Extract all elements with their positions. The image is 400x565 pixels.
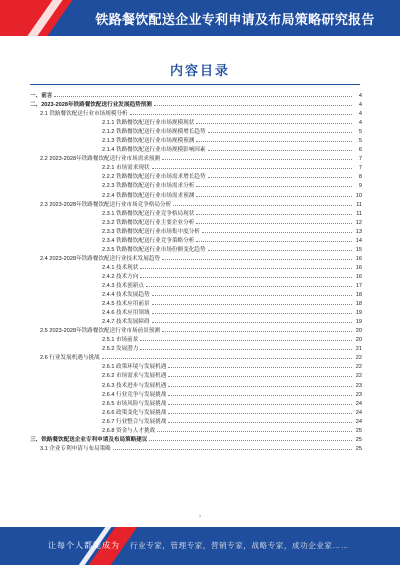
toc-entry[interactable] xyxy=(30,245,362,254)
toc-entry-title: 2.5.2 发展潜力 xyxy=(102,346,139,353)
toc-entry-page: 21 xyxy=(355,346,362,353)
toc-entry-page: 9 xyxy=(358,183,362,190)
toc-leader-dots xyxy=(168,390,352,396)
toc-entry-title: 2.6.2 市场需求与发展机遇 xyxy=(102,373,167,380)
toc-entry[interactable] xyxy=(30,371,362,380)
toc-entry[interactable] xyxy=(30,290,362,299)
toc-leader-dots xyxy=(168,417,352,423)
toc-entry-page: 16 xyxy=(355,273,362,280)
footer-tagline: 行业专家，管理专家，营销专家，战略专家，成功企业家…… xyxy=(130,541,349,550)
toc-leader-dots xyxy=(208,245,353,251)
toc-entry[interactable] xyxy=(30,181,362,190)
toc-entry-page: 25 xyxy=(355,427,362,434)
toc-entry[interactable] xyxy=(30,444,362,453)
toc-leader-dots xyxy=(196,209,352,215)
toc-entry[interactable] xyxy=(30,218,362,227)
toc-entry[interactable] xyxy=(30,163,362,172)
toc-leader-dots xyxy=(168,362,352,368)
toc-entry-title: 2.1 铁路餐饮配送行业市场规模分析 xyxy=(40,111,128,118)
page-number: 1 xyxy=(198,513,202,518)
toc-entry-title: 2.6.7 行业整合与发展挑战 xyxy=(102,418,167,425)
toc-leader-dots xyxy=(196,136,352,142)
header-banner xyxy=(0,0,400,36)
toc-entry-page: 12 xyxy=(355,219,362,226)
toc-entry-page: 25 xyxy=(355,445,362,452)
toc-entry-page: 18 xyxy=(355,301,362,308)
toc-entry-page: 4 xyxy=(358,120,362,127)
toc-entry-title: 2.6.3 技术进步与发展机遇 xyxy=(102,382,167,389)
toc-leader-dots xyxy=(157,426,352,432)
toc-entry-page: 14 xyxy=(355,237,362,244)
toc-entry-page: 24 xyxy=(355,400,362,407)
toc-entry-title: 三、铁路餐饮配送企业专利申请及布局策略建议 xyxy=(30,436,148,443)
table-of-contents xyxy=(30,91,362,453)
toc-entry[interactable] xyxy=(30,317,362,326)
toc-leader-dots xyxy=(140,344,352,350)
toc-entry[interactable] xyxy=(30,308,362,317)
toc-entry[interactable] xyxy=(30,272,362,281)
toc-entry[interactable] xyxy=(30,362,362,371)
toc-entry[interactable] xyxy=(30,200,362,209)
toc-entry[interactable] xyxy=(30,154,362,163)
toc-entry-title: 2.6.4 行业竞争与发展挑战 xyxy=(102,391,167,398)
toc-leader-dots xyxy=(208,172,353,178)
toc-entry[interactable] xyxy=(30,426,362,435)
toc-entry-page: 6 xyxy=(358,147,362,154)
toc-entry[interactable] xyxy=(30,326,362,335)
toc-entry-page: 24 xyxy=(355,418,362,425)
footer-slogan: 让每个人都能成为 xyxy=(48,541,120,550)
toc-entry-page: 25 xyxy=(355,436,362,443)
toc-entry-title: 2.4.4 技术发展趋势 xyxy=(102,292,150,299)
toc-entry-page: 22 xyxy=(355,355,362,362)
footer-banner xyxy=(0,527,400,565)
toc-entry-title: 2.2 2023-2028年铁路餐饮配送行业市场需求预测 xyxy=(40,156,160,163)
toc-leader-dots xyxy=(208,145,353,151)
toc-entry-page: 20 xyxy=(355,337,362,344)
toc-leader-dots xyxy=(140,335,352,341)
toc-entry-page: 24 xyxy=(355,409,362,416)
toc-entry-title: 2.4 2023-2028年铁路餐饮配送行业技术发展趋势 xyxy=(40,255,160,262)
toc-leader-dots xyxy=(202,227,352,233)
toc-entry[interactable] xyxy=(30,381,362,390)
toc-entry-page: 23 xyxy=(355,382,362,389)
toc-entry[interactable] xyxy=(30,344,362,353)
toc-entry-page: 7 xyxy=(358,165,362,172)
toc-entry-page: 5 xyxy=(358,129,362,136)
toc-entry-title: 2.3.3 铁路餐饮配送行业市场集中度分析 xyxy=(102,228,200,235)
toc-entry-title: 2.1.1 铁路餐饮配送行业市场规模现状 xyxy=(102,120,195,127)
toc-leader-dots xyxy=(140,263,352,269)
toc-leader-dots xyxy=(196,191,352,197)
toc-entry-title: 2.5.1 市场前景 xyxy=(102,337,139,344)
toc-entry-title: 2.6.1 政策环境与发展机遇 xyxy=(102,364,167,371)
toc-entry-page: 17 xyxy=(355,282,362,289)
toc-entry[interactable] xyxy=(30,254,362,263)
toc-entry-page: 4 xyxy=(358,93,362,99)
toc-entry-title: 二、2023-2028年铁路餐饮配送行业发展趋势预测 xyxy=(30,102,152,109)
toc-entry-page: 16 xyxy=(355,255,362,262)
toc-leader-dots xyxy=(154,100,352,106)
toc-entry[interactable] xyxy=(30,390,362,399)
toc-entry[interactable] xyxy=(30,209,362,218)
toc-leader-dots xyxy=(168,399,352,405)
toc-leader-dots xyxy=(173,200,352,206)
toc-entry-title: 2.1.4 铁路餐饮配送行业市场规模影响因素 xyxy=(102,147,206,154)
toc-entry[interactable] xyxy=(30,281,362,290)
toc-entry-page: 22 xyxy=(355,373,362,380)
toc-entry[interactable] xyxy=(30,227,362,236)
toc-entry-title: 2.3.2 铁路餐饮配送行业主要企业分析 xyxy=(102,219,195,226)
toc-leader-dots xyxy=(168,381,352,387)
toc-leader-dots xyxy=(162,154,352,160)
toc-leader-dots xyxy=(152,317,352,323)
toc-entry[interactable] xyxy=(30,353,362,362)
toc-leader-dots xyxy=(152,163,352,169)
toc-entry-title: 2.2.2 铁路餐饮配送行业市场需求增长趋势 xyxy=(102,174,206,181)
toc-entry-page: 7 xyxy=(358,156,362,163)
toc-entry[interactable] xyxy=(30,299,362,308)
toc-entry[interactable] xyxy=(30,100,362,109)
toc-entry-title: 2.5 2023-2028年铁路餐饮配送行业市场前景预测 xyxy=(40,328,160,335)
toc-leader-dots xyxy=(149,435,352,441)
toc-entry-title: 2.3.5 铁路餐饮配送行业市场份额变化趋势 xyxy=(102,246,206,253)
toc-entry-title: 2.1.3 铁路餐饮配送行业市场规模预测 xyxy=(102,138,195,145)
toc-leader-dots xyxy=(102,353,352,359)
toc-entry-title: 2.6.8 资金与人才挑战 xyxy=(102,427,156,434)
toc-leader-dots xyxy=(162,254,352,260)
toc-entry[interactable] xyxy=(30,109,362,118)
toc-entry-page: 4 xyxy=(358,102,362,109)
toc-leader-dots xyxy=(196,218,352,224)
toc-leader-dots xyxy=(208,127,353,133)
toc-entry-page: 19 xyxy=(355,310,362,317)
toc-leader-dots xyxy=(140,272,352,278)
toc-leader-dots xyxy=(152,290,352,296)
toc-entry[interactable] xyxy=(30,172,362,181)
toc-entry-title: 2.3 2023-2028年铁路餐饮配送行业市场竞争格局分析 xyxy=(40,201,172,208)
toc-leader-dots xyxy=(168,408,352,414)
toc-entry[interactable] xyxy=(30,435,362,444)
toc-entry-title: 2.4.2 技术方向 xyxy=(102,273,139,280)
toc-entry[interactable] xyxy=(30,118,362,127)
toc-entry-title: 2.6 行业发展机遇与挑战 xyxy=(40,355,100,362)
toc-entry-page: 23 xyxy=(355,391,362,398)
toc-entry-page: 11 xyxy=(356,210,362,217)
toc-entry-title: 2.4.6 技术应用领域 xyxy=(102,310,150,317)
toc-entry-page: 10 xyxy=(355,192,362,199)
toc-entry-title: 2.3.4 铁路餐饮配送行业竞争策略分析 xyxy=(102,237,195,244)
toc-leader-dots xyxy=(146,281,352,287)
toc-entry-page: 5 xyxy=(358,138,362,145)
toc-entry[interactable] xyxy=(30,127,362,136)
toc-entry-page: 22 xyxy=(355,364,362,371)
toc-entry[interactable] xyxy=(30,335,362,344)
toc-leader-dots xyxy=(162,326,352,332)
toc-entry-page: 8 xyxy=(358,174,362,181)
toc-entry-page: 15 xyxy=(355,246,362,253)
toc-leader-dots xyxy=(113,444,352,450)
toc-entry-page: 11 xyxy=(356,201,362,208)
toc-leader-dots xyxy=(130,109,352,115)
toc-entry-title: 2.3.1 铁路餐饮配送行业竞争格局现状 xyxy=(102,210,195,217)
toc-leader-dots xyxy=(152,308,352,314)
toc-leader-dots xyxy=(196,236,352,242)
toc-entry-title: 2.4.3 技术创新点 xyxy=(102,282,144,289)
toc-entry-title: 一、前言 xyxy=(30,93,53,99)
toc-entry[interactable] xyxy=(30,399,362,408)
toc-entry-title: 2.4.7 技术发展障碍 xyxy=(102,319,150,326)
toc-entry-title: 2.6.5 市场风险与发展挑战 xyxy=(102,400,167,407)
toc-entry[interactable] xyxy=(30,136,362,145)
toc-entry-title: 3.1 企业专利申请与布局策略 xyxy=(40,445,111,452)
toc-entry[interactable] xyxy=(30,145,362,154)
report-title: 铁路餐饮配送企业专利申请及布局策略研究报告 xyxy=(95,12,375,27)
toc-entry-title: 2.4.5 技术应用前景 xyxy=(102,301,150,308)
toc-entry-page: 18 xyxy=(355,292,362,299)
toc-leader-dots xyxy=(168,371,352,377)
toc-heading: 内容目录 xyxy=(169,63,230,78)
toc-entry-page: 13 xyxy=(355,228,362,235)
toc-entry[interactable] xyxy=(30,408,362,417)
toc-entry[interactable] xyxy=(30,417,362,426)
toc-entry-page: 16 xyxy=(355,264,362,271)
toc-leader-dots xyxy=(196,118,352,124)
toc-entry-title: 2.2.4 铁路餐饮配送行业市场需求预测 xyxy=(102,192,195,199)
toc-divider xyxy=(30,84,360,85)
toc-entry-title: 2.2.1 市场需求现状 xyxy=(102,165,150,172)
toc-entry[interactable] xyxy=(30,236,362,245)
toc-entry-page: 4 xyxy=(358,111,362,118)
toc-entry-title: 2.4.1 技术现状 xyxy=(102,264,139,271)
toc-entry-title: 2.6.6 政策变化与发展挑战 xyxy=(102,409,167,416)
toc-entry-page: 19 xyxy=(355,319,362,326)
toc-entry-title: 2.2.3 铁路餐饮配送行业市场需求分析 xyxy=(102,183,195,190)
toc-entry[interactable] xyxy=(30,191,362,200)
toc-leader-dots xyxy=(196,181,352,187)
toc-entry-title: 2.1.2 铁路餐饮配送行业市场规模增长趋势 xyxy=(102,129,206,136)
toc-entry[interactable] xyxy=(30,263,362,272)
toc-leader-dots xyxy=(54,91,352,97)
toc-entry[interactable] xyxy=(30,91,362,100)
toc-leader-dots xyxy=(152,299,352,305)
toc-entry-page: 20 xyxy=(355,328,362,335)
